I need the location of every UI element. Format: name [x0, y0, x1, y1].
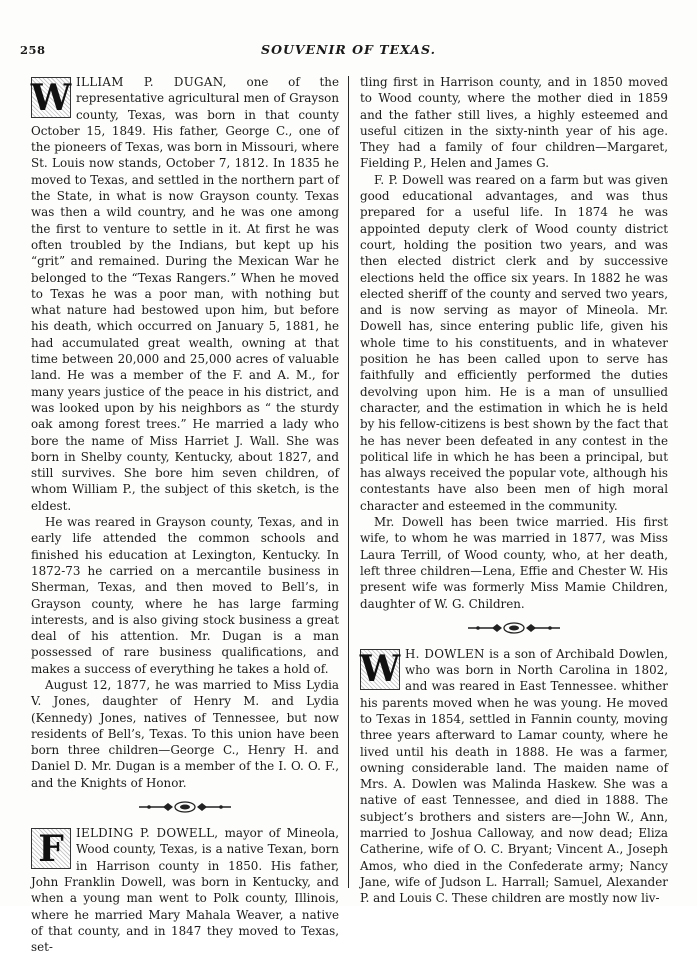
right-column: [360, 74, 668, 907]
dowlen-paragraph-1: [360, 646, 668, 907]
dropcap-w-ornament: [31, 77, 71, 118]
dropcap-w-ornament: [360, 649, 400, 690]
dowlen-name-lead: H. DOWLEN: [405, 646, 485, 661]
dugan-paragraph-3: August 12, 1877, he was married to Miss Lydia V. Jones, daughter of Henry M. and Lydia (Kennedy) Jones, natives of Tennessee, but now residents of Bell’s, Texas. To this union have been born three children—George C., Henry H. and Daniel D. Mr. Dugan is a member of the I. O. O. F., and the Knights of Honor.: [31, 677, 339, 790]
column-divider-rule: [348, 76, 349, 888]
dowell-paragraph-1-continued: tling first in Harrison county, and in 1850 moved to Wood county, where the mother died in 1859 and the father still lives, a highly esteemed and useful citizen in the sixty-ninth year of his age. They had a family of four children—Margaret, Fielding P., Helen and James G.: [360, 75, 668, 171]
dowell-paragraph-3: Mr. Dowell has been twice married. His first wife, to whom he was married in 1877, was Miss Laura Terrill, of Wood county, who, at her death, left three children—Lena, Effie and Chester W. His present wife was formerly Miss Mamie Children, daughter of W. G. Children.: [360, 515, 668, 611]
dowell-paragraph-2: F. P. Dowell was reared on a farm but was given good educational advantages, and was thus prepared for a useful life. In 1874 he was appointed deputy clerk of Wood county district court, holding the position two years, and was then elected district clerk and by successive elections held the office six years. In 1882 he was elected sheriff of the county and served two years, and is now serving as mayor of Mineola. Mr. Dowell has, since entering public life, given his whole time to his constituents, and in whatever position he has been called upon to serve has faithfully and efficiently performed the duties devolving upon him. He is a man of unsullied character, and the estimation in which he is held by his fellow-citizens is best shown by the fact that he has never been defeated in any contest in the political life in which he has been a principal, but has always received the popular vote, although his contestants have also been men of high moral character and esteemed in the community.: [360, 172, 668, 513]
divider-ornament-icon: [466, 622, 562, 634]
section-divider-ornament: [360, 622, 668, 636]
dugan-paragraph-1-text: one of the representative agricultural men of Grayson county, Texas, was born in that county October 15, 1849. His father, George C., one of the pioneers of Texas, was born in Missouri, where St. Louis now stands, October 7, 1812. In 1835 he moved to Texas, and settled in the northern part of the State, in what is now Grayson county. Texas was then a wild country, and he was one among the first to venture to settle in it. At first he was often troubled by the Indians, but kept up his “grit” and remained. During the Mexican War he belonged to the “Texas Rangers.” When he moved to Texas he was a poor man, with nothing but what nature had bestowed upon him, but before his death, which occurred on January 5, 1881, he had accumulated great wealth, owning at that time between 20,000 and 25,000 acres of valuable land. He was a member of the F. and A. M., for many years justice of the peace in his district, and was looked upon by his neighbors as “ the sturdy oak among forest trees.” He married a lady who bore the name of Miss Harriet J. Wall. She was born in Shelby county, Kentucky, about 1827, and still survives. She bore him seven children, of whom William P., the subject of this sketch, is the eldest.: [31, 75, 339, 513]
dropcap-letter: W: [30, 76, 72, 119]
dugan-paragraph-2: He was reared in Grayson county, Texas, and in early life attended the common schools and finished his education at Lexington, Kentucky. In 1872-73 he carried on a mercantile business in Sherman, Texas, and then moved to Bell’s, in Grayson county, where he has large farming interests, and is also giving stock business a great deal of his attention. Mr. Dugan is a man possessed of rare business qualifications, and makes a success of everything he takes a hold of.: [31, 515, 339, 676]
dowell-paragraph-1: [31, 825, 339, 955]
dowell-paragraph-1-text: mayor of Mineola, Wood county, Texas, is a native Texan, born in Harrison county in 1850. His father, John Franklin Dowell, was born in Kentucky, and when a young man went to Polk county, Illinois, where he married Mary Mahala Weaver, a native of that county, and in 1847 they moved to Texas, set-: [31, 826, 339, 955]
left-column: [31, 74, 339, 955]
dowell-name-lead: IELDING P. DOWELL,: [76, 826, 219, 841]
dugan-name-lead: ILLIAM P. DUGAN,: [76, 75, 227, 89]
dowlen-sketch: [360, 646, 668, 907]
dropcap-letter: F: [38, 827, 64, 870]
page-number: 258: [20, 43, 46, 57]
running-head-title: SOUVENIR OF TEXAS.: [261, 42, 436, 57]
dropcap-letter: W: [359, 648, 401, 691]
section-divider-ornament: [31, 801, 339, 815]
dowlen-paragraph-1-text: is a son of Archibald Dowlen, who was born in North Carolina in 1802, and was reared in East Tennessee. whither his parents moved when he was young. He moved to Texas in 1854, settled in Fannin county, moving three years afterward to Lamar county, where he lived until his death in 1888. He was a farmer, owning considerable land. The maiden name of Mrs. A. Dowlen was Malinda Haskew. She was a native of east Tennessee, and died in 1888. The subject’s brothers and sisters are—John W., Ann, married to Joshua Calloway, and now dead; Eliza Catherine, wife of O. C. Bryant; Vincent A., Joseph Amos, who died in the Confederate army; Nancy Jane, wife of Judson L. Harrall; Samuel, Alexander P. and Louis C. These children are mostly now liv-: [360, 646, 668, 906]
dugan-paragraph-1: [31, 74, 339, 514]
dropcap-f-ornament: [31, 828, 71, 869]
dugan-sketch: [31, 74, 339, 791]
dowell-sketch-continued: [360, 74, 668, 612]
dowell-sketch: [31, 825, 339, 955]
divider-ornament-icon: [137, 801, 233, 813]
